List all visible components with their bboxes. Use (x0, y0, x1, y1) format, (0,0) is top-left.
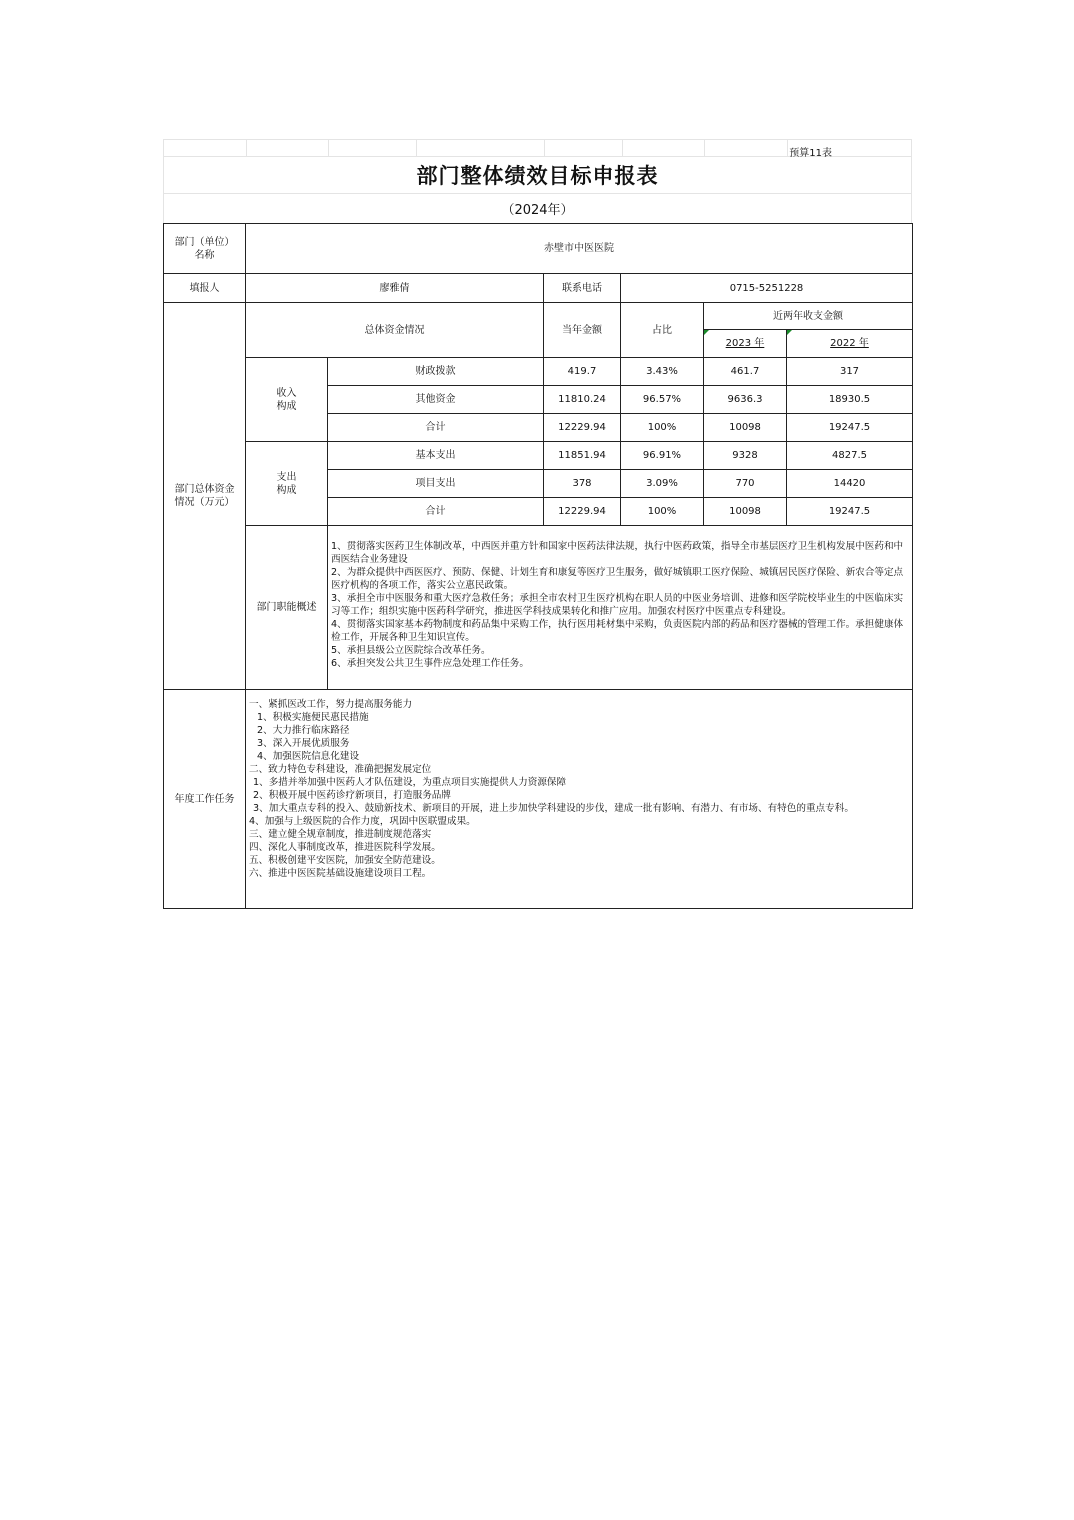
task-line: 五、积极创建平安医院，加强安全防范建设。 (249, 855, 441, 866)
row-2023: 10098 (704, 498, 787, 526)
row-2022: 14420 (787, 470, 913, 498)
row-2023: 9636.3 (704, 386, 787, 414)
phone-label: 联系电话 (544, 274, 621, 303)
performance-table (163, 223, 913, 909)
row-2022: 4827.5 (787, 442, 913, 470)
filler-row (164, 274, 913, 303)
row-ratio: 3.43% (621, 358, 704, 386)
duties-label: 部门职能概述 (246, 526, 328, 690)
year-2023: 2023 年 (704, 330, 787, 358)
row-name: 财政拨款 (328, 358, 544, 386)
task-line: 4、加强与上级医院的合作力度，巩固中医联盟成果。 (249, 816, 476, 827)
report-sheet (163, 139, 912, 909)
filler-label: 填报人 (164, 274, 246, 303)
funds-header-row (164, 303, 913, 330)
row-current: 11810.24 (544, 386, 621, 414)
row-current: 419.7 (544, 358, 621, 386)
tasks-row (164, 690, 913, 909)
task-line: 一、紧抓医改工作，努力提高服务能力 (249, 699, 413, 710)
ratio-header: 占比 (621, 303, 704, 358)
row-name: 合计 (328, 414, 544, 442)
phone-value: 0715-5251228 (621, 274, 913, 303)
row-ratio: 3.09% (621, 470, 704, 498)
duties-text (328, 526, 913, 690)
year-2022: 2022 年 (787, 330, 913, 358)
recent-header: 近两年收支金额 (704, 303, 913, 330)
filler-value: 廖雅倩 (246, 274, 544, 303)
task-line: 4、加强医院信息化建设 (257, 751, 360, 762)
task-line: 1、多措并举加强中医药人才队伍建设，为重点项目实施提供人力资源保障 (253, 777, 567, 788)
duty-line: 6、承担突发公共卫生事件应急处理工作任务。 (331, 658, 529, 669)
task-line: 2、大力推行临床路径 (257, 725, 350, 736)
income-label: 收入构成 (246, 358, 328, 442)
page-title: 部门整体绩效目标申报表 (163, 156, 912, 193)
row-ratio: 100% (621, 414, 704, 442)
row-current: 12229.94 (544, 498, 621, 526)
report-year: （2024年） (163, 193, 912, 223)
current-header: 当年金额 (544, 303, 621, 358)
row-2022: 18930.5 (787, 386, 913, 414)
table-row (164, 442, 913, 470)
tasks-label: 年度工作任务 (164, 690, 246, 909)
row-name: 项目支出 (328, 470, 544, 498)
row-2022: 19247.5 (787, 498, 913, 526)
row-2022: 317 (787, 358, 913, 386)
task-line: 1、积极实施便民惠民措施 (257, 712, 369, 723)
table-tag: 预算11表 (789, 148, 832, 159)
row-2023: 10098 (704, 414, 787, 442)
row-2023: 770 (704, 470, 787, 498)
row-ratio: 100% (621, 498, 704, 526)
dept-label: 部门（单位）名称 (164, 224, 246, 274)
duties-row (164, 526, 913, 690)
duty-line: 4、贯彻落实国家基本药物制度和药品集中采购工作，执行医用耗材集中采购，负责医院内部的药品和医疗器械的管理工作。承担健康体检工作，开展各种卫生知识宣传。 (331, 619, 904, 643)
duty-line: 2、为群众提供中西医医疗、预防、保健、计划生育和康复等医疗卫生服务，做好城镇职工医疗保险、城镇居民医疗保险、新农合等定点医疗机构的各项工作，落实公立惠民政策。 (331, 567, 904, 591)
overall-header: 总体资金情况 (246, 303, 544, 358)
task-line: 3、加大重点专科的投入、鼓励新技术、新项目的开展，进上步加快学科建设的步伐，建成一批有影响、有潜力、有市场、有特色的重点专科。 (253, 803, 854, 814)
duty-line: 5、承担县级公立医院综合改革任务。 (331, 645, 491, 656)
row-ratio: 96.57% (621, 386, 704, 414)
duty-line: 1、贯彻落实医药卫生体制改革，中西医并重方针和国家中医药法律法规，执行中医药政策，指导全市基层医疗卫生机构发展中医药和中西医结合业务建设 (331, 541, 904, 565)
task-line: 2、积极开展中医药诊疗新项目，打造服务品牌 (253, 790, 451, 801)
row-ratio: 96.91% (621, 442, 704, 470)
funds-section-label: 部门总体资金情况（万元） (164, 303, 246, 690)
sheet-grid-row (163, 139, 912, 159)
row-2022: 19247.5 (787, 414, 913, 442)
row-current: 12229.94 (544, 414, 621, 442)
row-current: 11851.94 (544, 442, 621, 470)
expense-label: 支出构成 (246, 442, 328, 526)
row-name: 其他资金 (328, 386, 544, 414)
dept-row (164, 224, 913, 274)
task-line: 六、推进中医医院基础设施建设项目工程。 (249, 868, 432, 879)
row-2023: 461.7 (704, 358, 787, 386)
row-2023: 9328 (704, 442, 787, 470)
tasks-text (246, 690, 913, 909)
task-line: 3、深入开展优质服务 (257, 738, 350, 749)
row-name: 基本支出 (328, 442, 544, 470)
row-name: 合计 (328, 498, 544, 526)
task-line: 四、深化人事制度改革，推进医院科学发展。 (249, 842, 441, 853)
row-current: 378 (544, 470, 621, 498)
dept-value: 赤壁市中医医院 (246, 224, 913, 274)
task-line: 二、致力特色专科建设，准确把握发展定位 (249, 764, 432, 775)
duty-line: 3、承担全市中医服务和重大医疗急救任务；承担全市农村卫生医疗机构在职人员的中医业务培训、进修和医学院校毕业生的中医临床实习等工作；组织实施中医药科学研究，推进医学科技成果转化和推广应用。加强农村医疗中医重点专科建设。 (331, 593, 904, 617)
table-row (164, 358, 913, 386)
task-line: 三、建立健全规章制度，推进制度规范落实 (249, 829, 432, 840)
